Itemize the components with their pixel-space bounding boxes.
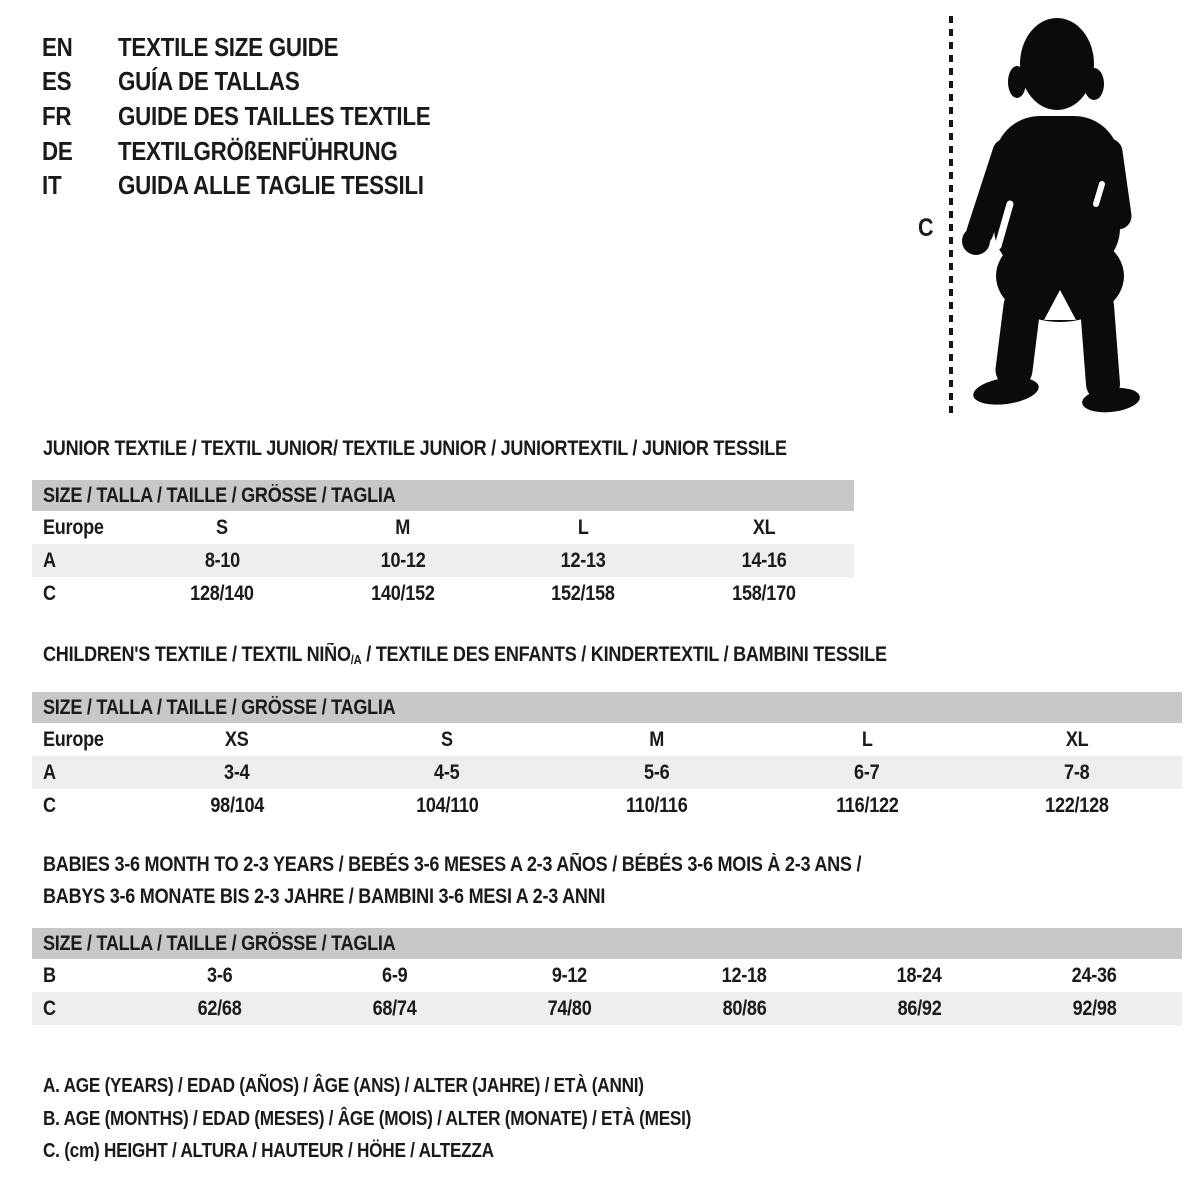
language-row-fr: [42, 99, 481, 134]
value-cell: 4-5: [434, 760, 460, 784]
language-code: EN: [42, 31, 73, 62]
babies-section-title: BABIES 3-6 MONTH TO 2-3 YEARS / BEBÉS 3-6 MESES A 2-3 AÑOS / BÉBÉS 3-6 MOIS À 2-3 ANS / BABYS 3-6 MONATE BIS 2-3 JAHRE / BAMBINI 3-6 MESI A 2-3 ANNI: [43, 853, 862, 908]
language-title: TEXTILGRÖßENFÜHRUNG: [118, 135, 398, 166]
language-code: FR: [42, 100, 72, 131]
value-cell: 122/128: [1045, 793, 1109, 817]
size-header-label: SIZE / TALLA / TAILLE / GRÖSSE / TAGLIA: [43, 483, 396, 507]
row-label: A: [43, 760, 56, 784]
children-section-title: CHILDREN'S TEXTILE / TEXTIL NIÑO/A / TEXTILE DES ENFANTS / KINDERTEXTIL / BAMBINI TESSILE: [43, 643, 887, 667]
value-cell: 152/158: [551, 581, 615, 605]
legend-line-a: A. AGE (YEARS) / EDAD (AÑOS) / ÂGE (ANS) / ALTER (JAHRE) / ETÀ (ANNI): [43, 1075, 644, 1097]
size-cell: M: [395, 515, 411, 539]
table-row-height: [32, 577, 854, 610]
size-cell: S: [216, 515, 229, 539]
value-cell: 12-13: [560, 548, 606, 572]
table-row-height: [32, 992, 1182, 1025]
value-cell: 24-36: [1072, 963, 1117, 987]
language-code: IT: [42, 170, 62, 201]
legend-line-c: C. (cm) HEIGHT / ALTURA / HAUTEUR / HÖHE / ALTEZZA: [43, 1140, 494, 1162]
language-code: DE: [42, 135, 73, 166]
value-cell: 116/122: [835, 793, 899, 817]
table-row-age: [32, 756, 1182, 789]
value-cell: 80/86: [722, 996, 767, 1020]
language-title-list: [42, 30, 481, 203]
height-measure-label: C: [918, 214, 934, 242]
title-subscript: /A: [350, 652, 362, 667]
table-row-height: [32, 789, 1182, 822]
row-label: B: [43, 963, 56, 987]
size-cell: S: [441, 727, 453, 751]
language-title: GUIDA ALLE TAGLIE TESSILI: [118, 170, 424, 201]
row-label: C: [43, 996, 56, 1020]
table-row-europe: [32, 511, 854, 544]
value-cell: 6-7: [854, 760, 880, 784]
value-cell: 110/116: [626, 793, 688, 817]
language-title: GUÍA DE TALLAS: [118, 66, 300, 97]
size-cell: XL: [1065, 727, 1089, 751]
junior-section-title: JUNIOR TEXTILE / TEXTIL JUNIOR/ TEXTILE JUNIOR / JUNIORTEXTIL / JUNIOR TESSILE: [43, 437, 787, 460]
value-cell: 5-6: [644, 760, 670, 784]
size-cell: M: [649, 727, 665, 751]
value-cell: 86/92: [897, 996, 942, 1020]
value-cell: 104/110: [415, 793, 479, 817]
children-size-table: [32, 692, 1182, 822]
language-code: ES: [42, 66, 72, 97]
table-row-age: [32, 544, 854, 577]
size-header-label: SIZE / TALLA / TAILLE / GRÖSSE / TAGLIA: [43, 695, 396, 719]
value-cell: 9-12: [551, 963, 588, 987]
value-cell: 98/104: [210, 793, 264, 817]
value-cell: 3-4: [224, 760, 250, 784]
size-cell: L: [861, 727, 873, 751]
language-row-it: [42, 168, 481, 203]
value-cell: 14-16: [741, 548, 787, 572]
size-header-bar: [32, 928, 1182, 959]
value-cell: 6-9: [381, 963, 408, 987]
table-row-months: [32, 959, 1182, 992]
value-cell: 74/80: [547, 996, 592, 1020]
row-label: A: [43, 548, 56, 572]
junior-size-table: [32, 480, 854, 610]
value-cell: 92/98: [1072, 996, 1117, 1020]
legend-line-b: B. AGE (MONTHS) / EDAD (MESES) / ÂGE (MOIS) / ALTER (MONATE) / ETÀ (MESI): [43, 1107, 692, 1130]
language-row-en: [42, 30, 481, 65]
value-cell: 68/74: [372, 996, 417, 1020]
value-cell: 128/140: [190, 581, 254, 605]
language-title: GUIDE DES TAILLES TEXTILE: [118, 100, 431, 131]
table-row-europe: [32, 723, 1182, 756]
value-cell: 140/152: [371, 581, 435, 605]
size-cell: L: [577, 515, 589, 539]
toddler-silhouette-icon: [956, 14, 1160, 418]
size-cell: XS: [225, 727, 249, 751]
value-cell: 62/68: [197, 996, 242, 1020]
size-header-label: SIZE / TALLA / TAILLE / GRÖSSE / TAGLIA: [43, 931, 396, 955]
row-label: Europe: [43, 727, 104, 751]
size-cell: XL: [752, 515, 776, 539]
row-label: C: [43, 581, 56, 605]
babies-size-table: [32, 928, 1182, 1025]
value-cell: 8-10: [204, 548, 240, 572]
language-row-de: [42, 134, 481, 169]
row-label: C: [43, 793, 56, 817]
height-measure-dashed-line: [949, 16, 953, 416]
value-cell: 18-24: [897, 963, 942, 987]
row-label: Europe: [43, 515, 104, 539]
value-cell: 3-6: [206, 963, 233, 987]
value-cell: 10-12: [380, 548, 426, 572]
language-title: TEXTILE SIZE GUIDE: [118, 31, 339, 62]
size-header-bar: [32, 692, 1182, 723]
size-header-bar: [32, 480, 854, 511]
value-cell: 158/170: [732, 581, 796, 605]
value-cell: 7-8: [1064, 760, 1090, 784]
measurement-legend: [43, 1070, 797, 1168]
value-cell: 12-18: [722, 963, 767, 987]
language-row-es: [42, 65, 481, 100]
